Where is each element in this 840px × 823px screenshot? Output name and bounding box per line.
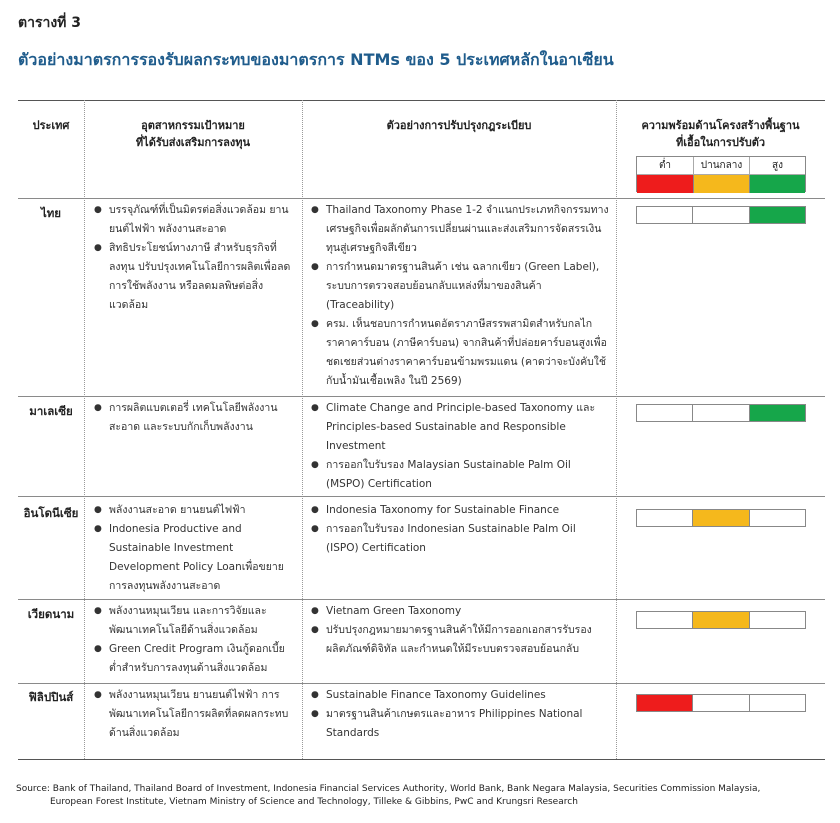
rating-high-cell (749, 695, 805, 711)
legend-low-swatch (637, 175, 693, 193)
list-item: ● พลังงานสะอาด ยานยนต์ไฟฟ้า (109, 501, 296, 520)
source-note (16, 783, 760, 809)
list-item: ● บรรจุภัณฑ์ที่เป็นมิตรต่อสิ่งแวดล้อม ยานยนต์ไฟฟ้า พลังงานสะอาด (109, 201, 296, 239)
rating-low-cell (637, 612, 692, 628)
header-industry-line1: อุตสาหกรรมเป้าหมาย (141, 119, 245, 132)
list-item: ● Indonesia Taxonomy for Sustainable Finance (326, 501, 609, 520)
readiness-rating-philippines (636, 694, 806, 712)
country-indonesia: อินโดนีเซีย (23, 506, 79, 520)
list-item: ● การผลิตแบตเตอรี่ เทคโนโลยีพลังงานสะอาด และระบบกักเก็บพลังงาน (109, 399, 296, 437)
list-item: ● Vietnam Green Taxonomy (326, 602, 609, 621)
legend-medium-swatch (693, 175, 749, 193)
row-divider (18, 683, 825, 684)
list-item: ● Green Credit Program เงินกู้ดอกเบี้ยต่ำสำหรับการลงทุนด้านสิ่งแวดล้อม (109, 640, 296, 678)
list-item: ● ปรับปรุงกฎหมายมาตรฐานสินค้าให้มีการออกเอกสารรับรองผลิตภัณฑ์ดิจิทัล และกำหนดให้มีระบบตรวจสอบย้อนกลับ (326, 621, 609, 659)
row-divider (18, 396, 825, 397)
source-line-1: Source: Bank of Thailand, Thailand Board of Investment, Indonesia Financial Services Authority, World Bank, Bank Negara Malaysia, Securities Commission Malaysia, (16, 784, 761, 794)
list-item: ● สิทธิประโยชน์ทางภาษี สำหรับธุรกิจที่ลงทุน ปรับปรุงเทคโนโลยีการผลิตเพื่อลดการใช้พลังงาน หรือลดมลพิษต่อสิ่งแวดล้อม (109, 239, 296, 315)
rating-medium-cell (692, 510, 748, 526)
header-country: ประเทศ (32, 119, 70, 132)
rating-high-cell (749, 612, 805, 628)
header-industry (84, 117, 302, 151)
readiness-rating-vietnam (636, 611, 806, 629)
list-item: ● พลังงานหมุนเวียน ยานยนต์ไฟฟ้า การพัฒนาเทคโนโลยีการผลิตที่ลดผลกระทบด้านสิ่งแวดล้อม (109, 686, 296, 743)
list-item: ● มาตรฐานสินค้าเกษตรและอาหาร Philippines National Standards (326, 705, 609, 743)
rating-low-cell (637, 405, 692, 421)
row-divider (18, 599, 825, 600)
list-item: ● Sustainable Finance Taxonomy Guidelines (326, 686, 609, 705)
industry-cell-philippines (92, 686, 296, 743)
regulation-cell-indonesia (309, 501, 609, 558)
list-item: ● การออกใบรับรอง Indonesian Sustainable Palm Oil (ISPO) Certification (326, 520, 609, 558)
country-vietnam: เวียดนาม (27, 607, 75, 621)
rating-low-cell (637, 207, 692, 223)
readiness-legend (636, 156, 806, 192)
legend-high-swatch (749, 175, 805, 193)
source-line-2: European Forest Institute, Vietnam Ministry of Science and Technology, Tilleke & Gibbins, PwC and Krungsri Research (50, 797, 578, 807)
rating-medium-cell (692, 695, 748, 711)
legend-low-label: ต่ำ (637, 157, 693, 175)
readiness-rating-thailand (636, 206, 806, 224)
country-philippines: ฟิลิปปินส์ (28, 690, 74, 704)
readiness-rating-indonesia (636, 509, 806, 527)
industry-cell-vietnam (92, 602, 296, 678)
table-label: ตารางที่ 3 (18, 15, 82, 31)
country-malaysia: มาเลเซีย (29, 404, 73, 418)
table-top-border (18, 100, 825, 101)
table-bottom-border (18, 759, 825, 760)
industry-cell-indonesia (92, 501, 296, 596)
header-industry-line2: ที่ได้รับส่งเสริมการลงทุน (135, 136, 251, 149)
industry-cell-thailand (92, 201, 296, 315)
row-divider (18, 496, 825, 497)
legend-medium-label: ปานกลาง (693, 157, 749, 175)
regulation-cell-malaysia (309, 399, 609, 494)
country-thailand: ไทย (40, 206, 62, 220)
list-item: ● พลังงานหมุนเวียน และการวิจัยและพัฒนาเทคโนโลยีด้านสิ่งแวดล้อม (109, 602, 296, 640)
rating-high-cell (749, 510, 805, 526)
header-readiness-line2: ที่เอื้อในการปรับตัว (675, 136, 766, 149)
rating-low-cell (637, 695, 692, 711)
regulation-cell-philippines (309, 686, 609, 743)
rating-high-cell (749, 405, 805, 421)
rating-medium-cell (692, 405, 748, 421)
readiness-rating-malaysia (636, 404, 806, 422)
header-readiness-line1: ความพร้อมด้านโครงสร้างพื้นฐาน (641, 119, 800, 132)
regulation-cell-thailand (309, 201, 609, 391)
list-item: ● Indonesia Productive and Sustainable Investment Development Policy Loanเพื่อขยายการลงทุนพลังงานสะอาด (109, 520, 296, 596)
industry-cell-malaysia (92, 399, 296, 437)
rating-medium-cell (692, 207, 748, 223)
list-item: ● Climate Change and Principle-based Taxonomy และ Principles-based Sustainable and Responsible Investment (326, 399, 609, 456)
rating-high-cell (749, 207, 805, 223)
list-item: ● Thailand Taxonomy Phase 1-2 จำแนกประเภทกิจกรรมทางเศรษฐกิจเพื่อผลักดันการเปลี่ยนผ่านและส่งเสริมการจัดสรรเงินทุนสู่เศรษฐกิจสีเขียว (326, 201, 609, 258)
legend-high-label: สูง (749, 157, 805, 175)
list-item: ● ครม. เห็นชอบการกำหนดอัตราภาษีสรรพสามิตสำหรับกลไกราคาคาร์บอน (ภาษีคาร์บอน) จากสินค้าที่ปล่อยคาร์บอนสูงเพื่อชดเชยส่วนต่างราคาคาร์บอนข้ามพรมแดน (คาดว่าจะบังคับใช้กับน้ำมันเชื้อเพลิง ในปี 2569) (326, 315, 609, 391)
header-readiness (616, 117, 825, 151)
list-item: ● การกำหนดมาตรฐานสินค้า เช่น ฉลากเขียว (Green Label), ระบบการตรวจสอบย้อนกลับแหล่งที่มาของสินค้า (Traceability) (326, 258, 609, 315)
rating-low-cell (637, 510, 692, 526)
list-item: ● การออกใบรับรอง Malaysian Sustainable Palm Oil (MSPO) Certification (326, 456, 609, 494)
row-divider (18, 198, 825, 199)
rating-medium-cell (692, 612, 748, 628)
table-title: ตัวอย่างมาตรการรองรับผลกระทบของมาตรการ NTMs ของ 5 ประเทศหลักในอาเซียน (18, 50, 614, 69)
regulation-cell-vietnam (309, 602, 609, 659)
header-regulation: ตัวอย่างการปรับปรุงกฎระเบียบ (386, 119, 532, 132)
